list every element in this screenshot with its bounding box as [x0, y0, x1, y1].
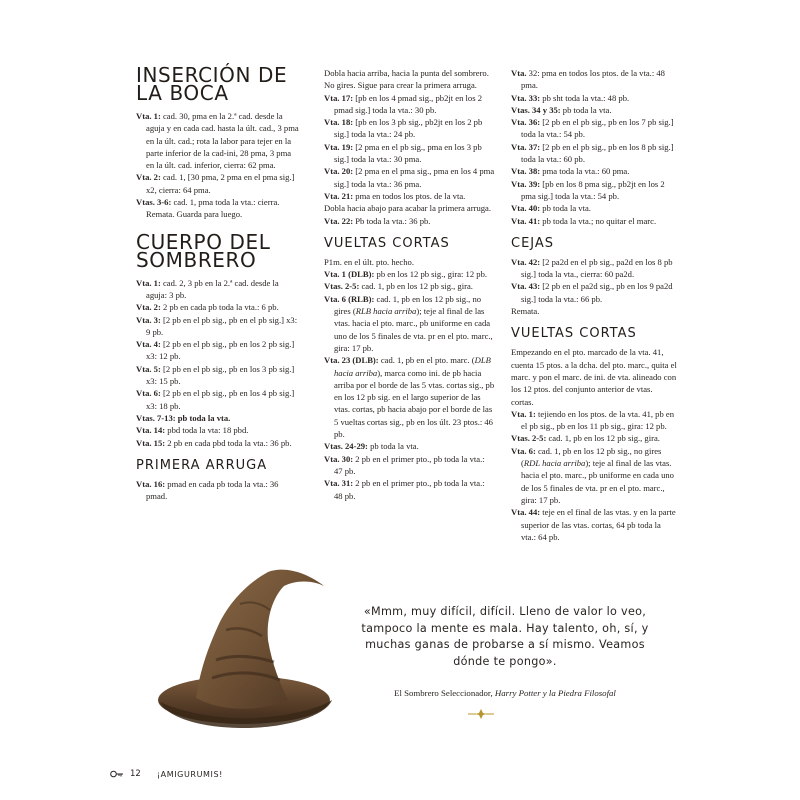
row-label: Vta. 36: [511, 117, 541, 128]
pattern-row [511, 445, 677, 506]
row-text: pb toda la vta. [560, 104, 612, 115]
row-text: [pb en los 3 pb sig., pb2jt en los 2 pb sig.] toda la vta.: 24 pb. [334, 117, 483, 140]
row-text: [2 pb en el pa2d sig., pb en los 9 pa2d sig.] toda la vta.: 66 pb. [521, 281, 673, 304]
heading-vueltas-cortas-1: VUELTAS CORTAS [324, 235, 450, 251]
section-arruga-rows [324, 92, 495, 203]
book-title: ¡AMIGURUMIS! [156, 769, 223, 779]
row-label: Vtas. 3-6: [136, 197, 172, 208]
row-label: Vta. 19: [324, 141, 354, 152]
heading-vueltas-cortas-2: VUELTAS CORTAS [511, 326, 637, 342]
pattern-row [324, 477, 495, 502]
row-label: Vta. 22: [324, 215, 354, 226]
row-text: pb sht toda la vta.: 48 pb. [540, 92, 630, 103]
row-text: cad. 1, pb en el pto. marc. ( [378, 355, 475, 366]
row-label: Vta. 38: [511, 166, 541, 177]
p1m-text: P1m. en el últ. pto. hecho. [324, 256, 414, 267]
row-label: Vta. [511, 68, 527, 78]
row-text: [2 pb en el pb sig., pb en los 7 pb sig.] toda la vta.: 54 pb. [521, 117, 674, 140]
heading-primera-arruga: PRIMERA ARRUGA [136, 457, 268, 473]
row-label: Vta. 1: [136, 111, 161, 121]
row-text: pb toda la vta. [540, 203, 591, 214]
pattern-row [511, 280, 677, 305]
heading-cuerpo-sombrero: CUERPO DEL SOMBRERO [136, 229, 271, 272]
attrib-book: Harry Potter y la Piedra Filosofal [494, 688, 616, 698]
row-text-2: ), marca como ini. de pb hacia arriba por el borde de las 5 vtas. cortas sig., pb en los 12 pb sig. en el largo superior de las vtas. cortas, pb hacia abajo por el borde de las 5 vueltas cortas sig., pb en los últ. 23 ptos.: 46 pb. [334, 367, 495, 440]
row-label: Vta. 44: [511, 507, 541, 518]
row-label: Vta. 2: [136, 172, 161, 183]
row-italic: RLB hacia arriba [355, 306, 417, 317]
pattern-row [511, 215, 677, 227]
row-label: Vta. 6 (RLB): [324, 293, 375, 304]
row-text: pma toda la vta.: 60 pma. [540, 166, 630, 177]
row-label: Vta. 21: [324, 190, 354, 201]
heading-insercion-boca: INSERCIÓN DE LA BOCA [136, 63, 288, 105]
pattern-row [136, 478, 299, 503]
pattern-row [511, 506, 677, 543]
pattern-row [136, 110, 299, 171]
pattern-row [511, 141, 677, 166]
row-label: Vta. 3: [136, 314, 161, 325]
sorting-hat-quote: «Mmm, muy difícil, difícil. Lleno de valor lo veo, tampoco la mente es mala. Hay talento, oh, sí, y muchas ganas de probarse a sí mismo. Veamos dónde te pongo». [361, 605, 649, 668]
row-label: Vtas. 2-5: [324, 281, 360, 292]
pattern-row [324, 453, 495, 478]
row-label: Vta. 40: [511, 203, 541, 214]
row-label: Vta. 6: [136, 388, 161, 399]
pattern-row [511, 116, 677, 141]
pattern-row [324, 215, 495, 227]
section-cejas [511, 256, 677, 305]
pattern-row [324, 293, 495, 354]
row-text: pb en los 12 pb sig., gira: 12 pb. [374, 269, 488, 280]
row-text: 2 pb en el primer pto., pb toda la vta.: 47 pb. [334, 453, 485, 476]
row-label: Vta. 37: [511, 141, 541, 152]
row-label: Vta. 1: [511, 408, 536, 419]
row-text: cad. 30, pma en la 2.ª cad. desde la aguja y en cada cad. hasta la últ. cad., 3 pma en la últ. cad.; rota la labor para tejer en la parte inferior de la cad-ini, 28 pma, 3 pma en la últ. cad. inferior, cierra: 62 pma. [146, 111, 299, 171]
row-label: Vta. 33: [511, 92, 541, 103]
pattern-row [136, 363, 299, 388]
page-footer [110, 769, 223, 779]
row-text: 32: pma en todos los ptos. de la vta.: 48 pma. [521, 68, 665, 91]
row-text: cad. 1, pma toda la vta.: cierra. Remata. Guarda para luego. [146, 197, 280, 220]
row-text: cad. 1, [30 pma, 2 pma en el pma sig.] x2, cierra: 64 pma. [146, 172, 295, 195]
row-text: 2 pb en cada pb toda la vta.: 6 pb. [160, 302, 279, 313]
row-text: [2 pb en el pb sig., pb en los 8 pb sig.] toda la vta.: 60 pb. [521, 141, 674, 165]
page-number: 12 [130, 769, 141, 779]
row-text: teje en el final de las vtas. y en la parte superior de las vtas. cortas, 64 pb toda la vta.: 64 pb. [521, 507, 676, 542]
pattern-row [136, 171, 299, 196]
row-text: pb toda la vta.; no quitar el marc. [540, 215, 657, 226]
pattern-row [324, 165, 495, 190]
row-text: [2 pma en el pb sig., pma en los 3 pb sig.] toda la vta.: 30 pma. [334, 141, 482, 165]
row-label: Vta. 42: [511, 256, 541, 267]
row-label: Vta. 43: [511, 281, 541, 292]
row-label: Vta. 16: [136, 478, 166, 489]
row-text: Pb toda la vta.: 36 pb. [353, 215, 431, 226]
row-label: Vtas. 34 y 35: [511, 104, 561, 115]
row-label: Vta. 5: [136, 363, 161, 374]
section-cuerpo [136, 277, 299, 449]
row-italic: DLB hacia arriba [334, 355, 491, 378]
pattern-row [136, 387, 299, 412]
column-3 [511, 67, 677, 543]
attrib-name: El Sombrero Seleccionador, [394, 688, 495, 698]
pattern-row [511, 178, 677, 203]
pattern-row [324, 268, 495, 280]
column-1 [136, 64, 299, 502]
row-text: [pb en los 8 pma sig., pb2jt en los 2 pma sig.] toda la vta.: 54 pb. [521, 178, 665, 201]
pattern-row [511, 165, 677, 177]
row-text: pb toda la vta. [367, 441, 419, 452]
row-text: [2 pa2d en el pb sig., pa2d en los 8 pb sig.] toda la vta., cierra: 60 pa2d. [521, 256, 673, 280]
pattern-row [324, 141, 495, 166]
row-label: Vta. 1 (DLB): [324, 269, 375, 280]
key-icon [110, 770, 124, 778]
row-label: Vta. 17: [324, 92, 354, 103]
section-vueltas-cortas-1 [324, 268, 495, 502]
pattern-row [324, 116, 495, 141]
row-text: cad. 1, pb en los 12 pb sig., no gires ( [334, 293, 482, 317]
pattern-row [511, 256, 677, 281]
row-text: [2 pb en el pb sig., pb en el pb sig.] x3: 9 pb. [146, 314, 298, 337]
pattern-row [511, 432, 677, 444]
pattern-row [136, 277, 299, 302]
ornament-icon [466, 708, 496, 720]
row-text: [2 pb en el pb sig., pb en los 4 pb sig.] x3: 18 pb. [146, 388, 295, 411]
row-label: Vta. 31: [324, 478, 354, 489]
row-text: cad. 2, 3 pb en la 2.ª cad. desde la aguja: 3 pb. [146, 277, 279, 300]
heading-cejas: CEJAS [511, 235, 555, 251]
row-text: cad. 1, pb en los 12 pb sig., no gires ( [521, 445, 662, 469]
pattern-row [136, 424, 299, 436]
column-2 [324, 67, 495, 502]
pattern-row [324, 440, 495, 452]
row-label: Vta. 41: [511, 215, 541, 226]
intro-text: Dobla hacia arriba, hacia la punta del sombrero. No gires. Sigue para crear la primera arruga. [324, 68, 489, 91]
pattern-row [324, 280, 495, 292]
vueltas-intro-text: Empezando en el pto. marcado de la vta. 41, cuenta 15 ptos. a la dcha. del pto. marc., quita el marc. y pon el marc. de ini. de vta. alineado con los 12 ptos. del conjunto anterior de vtas. cortas. [511, 347, 677, 407]
row-label: Vta. 15: [136, 437, 166, 448]
pattern-row [136, 338, 299, 363]
section-arruga-rows-2 [324, 215, 495, 227]
row-text: [pb en los 4 pmad sig., pb2jt en los 2 pmad sig.] toda la vta.: 30 pb. [334, 92, 483, 115]
pattern-row [136, 301, 299, 313]
mid-text: Dobla hacia abajo para acabar la primera arruga. [324, 203, 491, 214]
row-text: tejiendo en los ptos. de la vta. 41, pb en el pb sig., pb en los 11 pb sig., gira: 12 pb. [521, 408, 675, 432]
row-text: cad. 1, pb en los 12 pb sig., gira. [359, 281, 473, 292]
pattern-row [511, 408, 677, 433]
row-label: Vta. 4: [136, 339, 161, 350]
pattern-row [324, 354, 495, 440]
pattern-row [511, 67, 677, 92]
section-primera-arruga [136, 478, 299, 503]
row-label: Vta. 2: [136, 302, 161, 313]
row-label: Vta. 14: [136, 425, 166, 436]
row-label: Vtas. 2-5: [511, 433, 547, 444]
row-italic: RDL hacia arriba [523, 458, 586, 469]
row-text: [2 pma en el pma sig., pma en los 4 pma sig.] toda la vta.: 36 pma. [334, 166, 495, 189]
pattern-row [511, 202, 677, 214]
row-label: Vta. 39: [511, 178, 541, 189]
row-text: 2 pb en cada pbd toda la vta.: 36 pb. [165, 437, 292, 448]
remata-text: Remata. [511, 306, 540, 317]
row-text: 2 pb en el primer pto., pb toda la vta.: 48 pb. [334, 478, 485, 501]
section-insercion [136, 110, 299, 221]
pattern-row [324, 92, 495, 117]
section-continuation [511, 67, 677, 227]
row-text: [2 pb en el pb sig., pb en los 2 pb sig.] x3: 12 pb. [146, 339, 295, 362]
row-label: Vta. 1: [136, 277, 161, 288]
row-label: Vta. 30: [324, 453, 354, 464]
row-text: pbd toda la vta: 18 pbd. [165, 425, 249, 436]
pattern-row [136, 437, 299, 449]
row-label: Vta. 23 (DLB): [324, 355, 379, 366]
pattern-row [136, 412, 299, 424]
sorting-hat-illustration [156, 560, 336, 730]
row-label: Vta. 20: [324, 166, 354, 177]
row-text: pma en todos los ptos. de la vta. [353, 190, 466, 201]
pattern-row [511, 104, 677, 116]
pattern-row [136, 314, 299, 339]
row-label: Vta. 6: [511, 445, 536, 456]
row-label: Vtas. 7-13: pb toda la vta. [136, 412, 231, 423]
row-text: [2 pb en el pb sig., pb en los 3 pb sig.] x3: 15 pb. [146, 363, 295, 387]
quote-attribution [352, 688, 658, 698]
pattern-row [324, 190, 495, 202]
row-text-2: ); teje al final de las vtas. hacia el pto. marc., pb uniforme en cada uno de los 5 finales de vta. pr en el pto. marc., gira: 17 pb. [334, 306, 493, 353]
pattern-row [511, 92, 677, 104]
row-text: cad. 1, pb en los 12 pb sig., gira. [546, 433, 660, 444]
row-label: Vta. 18: [324, 117, 354, 128]
row-text-2: ); teje al final de las vtas. hacia el pto. marc., pb uniforme en cada uno de los 5 finales de vta. pr en el pto. marc., gira: 17 pb. [521, 458, 674, 505]
row-label: Vtas. 24-29: [324, 441, 368, 452]
pattern-row [136, 196, 299, 221]
row-text: pmad en cada pb toda la vta.: 36 pmad. [146, 478, 279, 502]
section-vueltas-cortas-2 [511, 408, 677, 543]
